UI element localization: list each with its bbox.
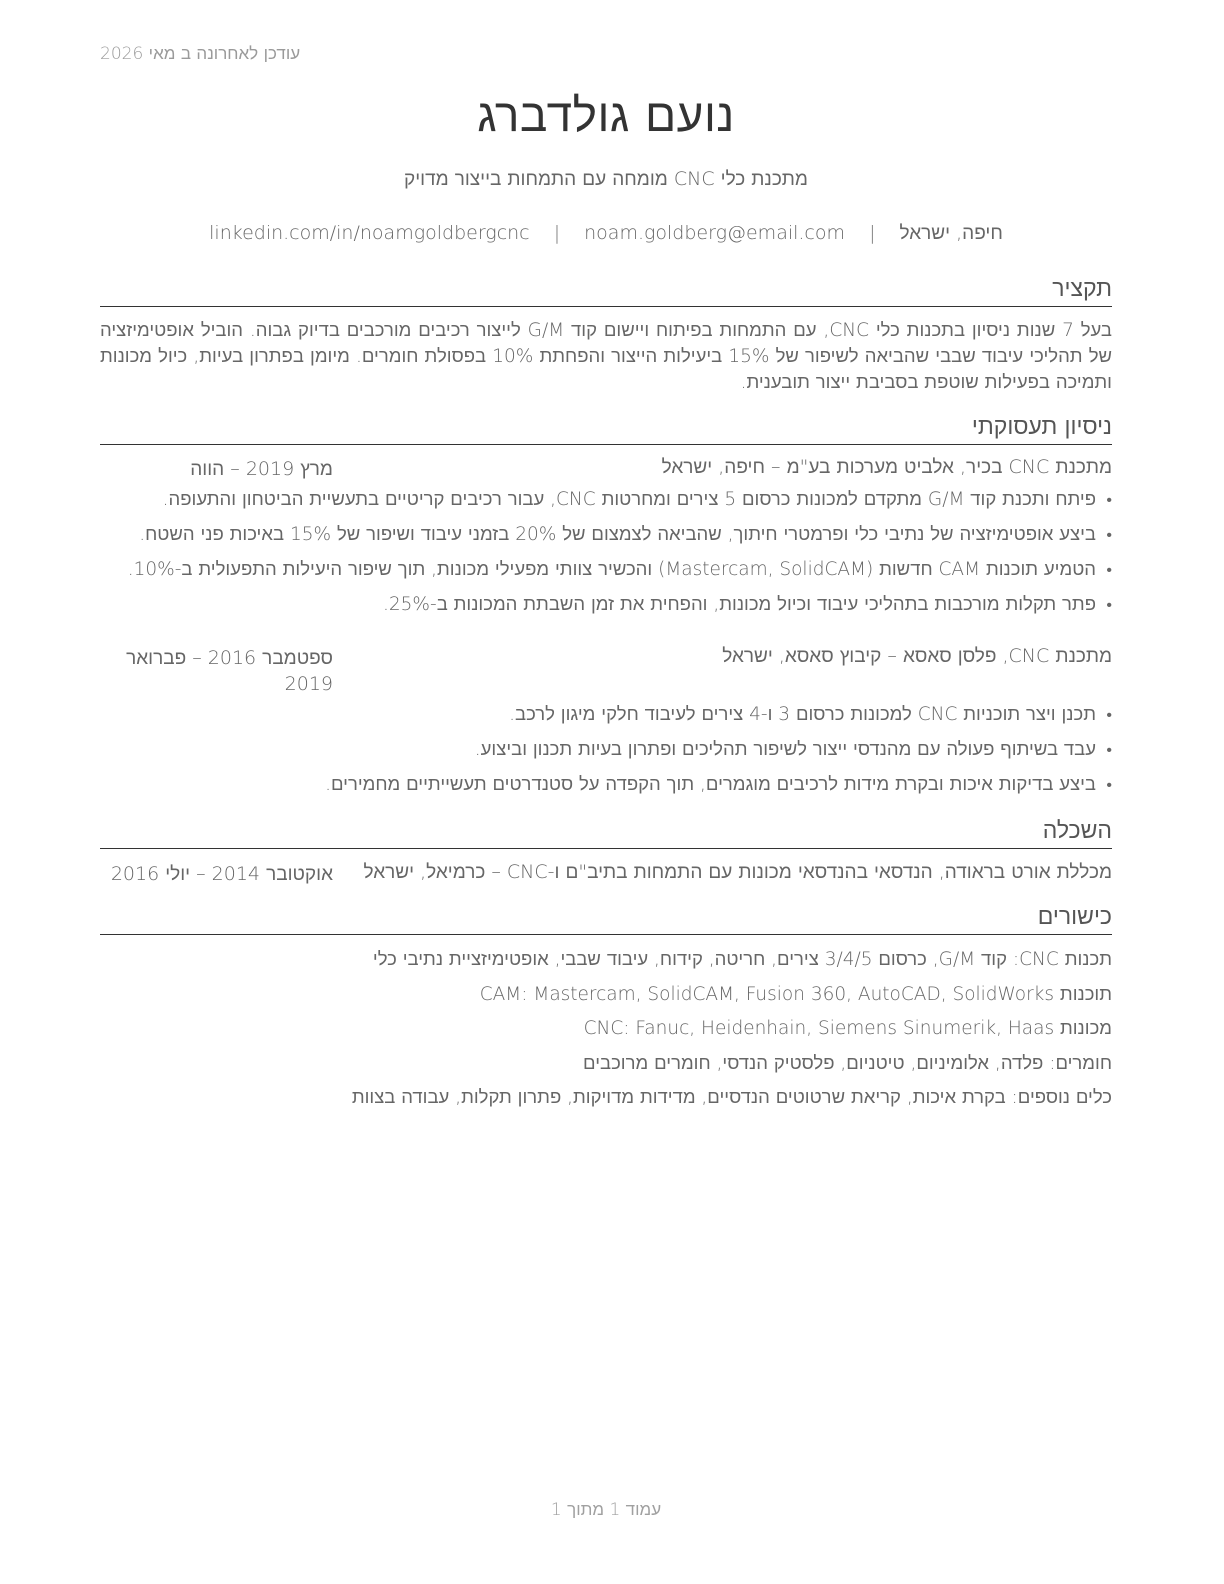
skill-item: מכונות CNC: Fanuc, Heidenhain, Siemens Sinumerik, Haas — [583, 1018, 1112, 1039]
page-number: עמוד 1 מתוך 1 — [550, 1500, 662, 1520]
job-bullet-list — [100, 702, 1112, 807]
last-updated-note: עודכן לאחרונה ב מאי 2026 — [100, 44, 301, 64]
skill-item: כלים נוספים: בקרת איכות, קריאת שרטוטים הנדסיים, מדידות מדויקות, פתרון תקלות, עבודה בצוות — [351, 1087, 1112, 1108]
job-bullet-text: הטמיע תוכנות CAM חדשות (Mastercam, SolidCAM) והכשיר צוותי מפעילי מכונות, תוך שיפור היעילות התפעולית ב-10%. — [127, 559, 1096, 580]
contact-location: חיפה, ישראל — [899, 222, 1003, 244]
contact-line — [100, 222, 1112, 245]
contact-email-link[interactable]: noam.goldberg@email.com — [584, 222, 846, 244]
bullet-icon: • — [1106, 775, 1112, 794]
job-bullet-list — [100, 487, 1112, 627]
job-bullet — [100, 557, 1112, 592]
bullet-icon: • — [1106, 740, 1112, 759]
job-bullet-text: עבד בשיתוף פעולה עם מהנדסי ייצור לשיפור תהליכים ופתרון בעיות תכנון וביצוע. — [474, 739, 1096, 760]
section-title-summary: תקציר — [100, 274, 1112, 307]
skills-list — [100, 946, 1112, 1119]
skill-item: תכנות CNC: קוד G/M, כרסום 3/4/5 צירים, חריטה, קידוח, עיבוד שבבי, אופטימיזציית נתיבי כלי — [372, 949, 1112, 970]
job-title: מתכנת CNC, פלסן סאסא – קיבוץ סאסא, ישראל — [722, 645, 1112, 667]
section-title-experience: ניסיון תעסוקתי — [100, 412, 1112, 445]
bullet-icon: • — [1106, 705, 1112, 724]
job-bullet — [100, 487, 1112, 522]
job-bullet — [100, 522, 1112, 557]
section-title-skills: כישורים — [100, 902, 1112, 935]
job-bullet-text: ביצע בדיקות איכות ובקרת מידות לרכיבים מוגמרים, תוך הקפדה על סטנדרטים תעשייתיים מחמירים. — [325, 774, 1096, 795]
contact-separator: | — [553, 222, 561, 244]
job-dates: ספטמבר 2016 – פברואר 2019 — [126, 647, 333, 695]
bullet-icon: • — [1106, 490, 1112, 509]
job-bullet — [100, 592, 1112, 627]
education-title: מכללת אורט בראודה, הנדסאי בהנדסאי מכונות עם התמחות בתיב"ם ו-CNC – כרמיאל, ישראל — [363, 861, 1112, 883]
education-dates: אוקטובר 2014 – יולי 2016 — [110, 863, 333, 885]
job-bullet-text: פיתח ותכנת קוד G/M מתקדם למכונות כרסום 5 צירים ומחרטות CNC, עבור רכיבים קריטיים בתעשיית הביטחון והתעופה. — [162, 489, 1096, 510]
skill-item: חומרים: פלדה, אלומיניום, טיטניום, פלסטיק הנדסי, חומרים מרוכבים — [583, 1052, 1112, 1074]
job-title: מתכנת CNC בכיר, אלביט מערכות בע"מ – חיפה, ישראל — [661, 456, 1112, 478]
job-bullet-text: ביצע אופטימיזציה של נתיבי כלי ופרמטרי חיתוך, שהביאה לצמצום של 20% בזמני עיבוד ושיפור של 15% באיכות פני השטח. — [139, 524, 1096, 545]
skill-item: תוכנות CAM: Mastercam, SolidCAM, Fusion 360, AutoCAD, SolidWorks — [479, 983, 1112, 1005]
candidate-tagline: מתכנת כלי CNC מומחה עם התמחות בייצור מדויק — [404, 168, 808, 190]
job-bullet — [100, 737, 1112, 772]
candidate-name: נועם גולדברג — [477, 88, 735, 142]
job-dates: מרץ 2019 – הווה — [190, 458, 333, 480]
contact-linkedin-link[interactable]: linkedin.com/in/noamgoldbergcnc — [209, 222, 530, 244]
resume-page — [100, 0, 1112, 1584]
job-bullet — [100, 702, 1112, 737]
job-bullet-text: תכנן ויצר תוכניות CNC למכונות כרסום 3 ו-4 צירים לעיבוד חלקי מיגון לרכב. — [509, 704, 1096, 725]
bullet-icon: • — [1106, 595, 1112, 614]
contact-separator: | — [869, 222, 876, 244]
bullet-icon: • — [1106, 525, 1112, 544]
section-title-education: השכלה — [100, 816, 1112, 849]
job-bullet-text: פתר תקלות מורכבות בתהליכי עיבוד וכיול מכונות, והפחית את זמן השבתת המכונות ב-25%. — [383, 594, 1096, 615]
summary-text: בעל 7 שנות ניסיון בתכנות כלי CNC, עם התמחות בפיתוח ויישום קוד G/M לייצור רכיבים מורכבים בדיוק גבוה. הוביל אופטימיזציה של תהליכי עיבוד שבבי שהביאה לשיפור של 15% ביעילות הייצור והפחתת 10% בפסולת חומרים. מיומן בפתרון בעיות, כיול מכונות ותמיכה בפעילות שוטפת בסביבת ייצור תובענית. — [100, 320, 1113, 393]
bullet-icon: • — [1106, 560, 1112, 579]
job-bullet — [100, 772, 1112, 807]
